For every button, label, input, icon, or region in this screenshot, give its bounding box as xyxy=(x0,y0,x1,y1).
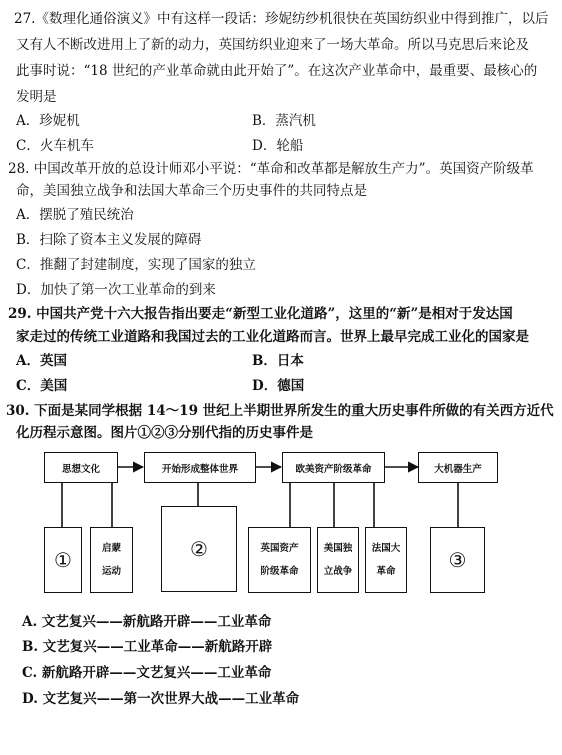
node-american-independence xyxy=(317,527,359,593)
q27-line-1: 27.《数理化通俗演义》中有这样一段话：珍妮纺纱机很快在英国纺织业中得到推广，以后 xyxy=(14,11,549,27)
q28-line-2: 命，美国独立战争和法国大革命三个历史事件的共同特点是 xyxy=(16,183,367,199)
q27-line-3: 此事时说：“18 世纪的产业革命就由此开始了”。在这次产业革命中，最重要、最核心的 xyxy=(16,63,538,79)
q29-option-d[interactable]: D．德国 xyxy=(252,378,305,394)
node-circle-2: ② xyxy=(161,506,237,592)
q28-option-d[interactable]: D．加快了第一次工业革命的到来 xyxy=(16,282,216,298)
q29-option-c[interactable]: C．美国 xyxy=(16,378,68,394)
english-revolution-line-1: 英国资产 xyxy=(260,543,299,554)
node-circle-3: ③ xyxy=(430,527,485,593)
english-revolution-line-2: 阶级革命 xyxy=(260,566,299,577)
q30-option-d[interactable]: D. 文艺复兴——第一次世界大战——工业革命 xyxy=(22,691,300,707)
american-independence-line-2: 立战争 xyxy=(323,566,353,577)
enlightenment-line-1: 启蒙 xyxy=(101,543,121,554)
q28-option-a[interactable]: A．摆脱了殖民统治 xyxy=(16,207,134,223)
q30-line-2: 化历程示意图。图片①②③分别代指的历史事件是 xyxy=(16,425,313,441)
node-world-forming: 开始形成整体世界 xyxy=(144,452,256,483)
node-bourgeois-revolutions: 欧美资产阶级革命 xyxy=(282,452,385,483)
q27-option-a[interactable]: A．珍妮机 xyxy=(16,113,80,129)
q28-option-c[interactable]: C．推翻了封建制度，实现了国家的独立 xyxy=(16,257,256,273)
q27-option-d[interactable]: D．轮船 xyxy=(252,138,304,154)
q30-line-1: 30. 下面是某同学根据 14～19 世纪上半期世界所发生的重大历史事件所做的有关西方近代 xyxy=(6,403,554,419)
q28-option-b[interactable]: B．扫除了资本主义发展的障碍 xyxy=(16,232,202,248)
node-english-revolution xyxy=(248,527,311,593)
french-revolution-line-1: 法国大 xyxy=(371,543,401,554)
american-independence-line-1: 美国独 xyxy=(323,543,353,554)
q29-option-a[interactable]: A．英国 xyxy=(16,353,67,369)
q27-option-b[interactable]: B．蒸汽机 xyxy=(252,113,316,129)
node-machine-production: 大机器生产 xyxy=(418,452,498,483)
q27-line-4: 发明是 xyxy=(16,89,57,105)
node-enlightenment xyxy=(90,527,133,593)
q30-option-b[interactable]: B. 文艺复兴——工业革命——新航路开辟 xyxy=(22,639,273,655)
node-french-revolution xyxy=(365,527,407,593)
q29-line-1: 29. 中国共产党十六大报告指出要走“新型工业化道路”，这里的“新”是相对于发达国 xyxy=(8,306,513,322)
q29-option-b[interactable]: B．日本 xyxy=(252,353,304,369)
french-revolution-line-2: 革命 xyxy=(376,566,396,577)
q30-option-c[interactable]: C. 新航路开辟——文艺复兴——工业革命 xyxy=(22,665,272,681)
q27-option-c[interactable]: C．火车机车 xyxy=(16,138,94,154)
q30-option-a[interactable]: A. 文艺复兴——新航路开辟——工业革命 xyxy=(22,614,272,630)
q27-line-2: 又有人不断改进用上了新的动力，英国纺织业迎来了一场大革命。所以马克思后来论及 xyxy=(16,37,529,53)
node-circle-1: ① xyxy=(44,527,82,593)
q29-line-2: 家走过的传统工业道路和我国过去的工业化道路而言。世界上最早完成工业化的国家是 xyxy=(16,329,529,345)
q28-line-1: 28. 中国改革开放的总设计师邓小平说：“革命和改革都是解放生产力”。英国资产阶级革 xyxy=(8,161,534,177)
enlightenment-line-2: 运动 xyxy=(101,566,121,577)
node-thought-culture: 思想文化 xyxy=(44,452,118,483)
